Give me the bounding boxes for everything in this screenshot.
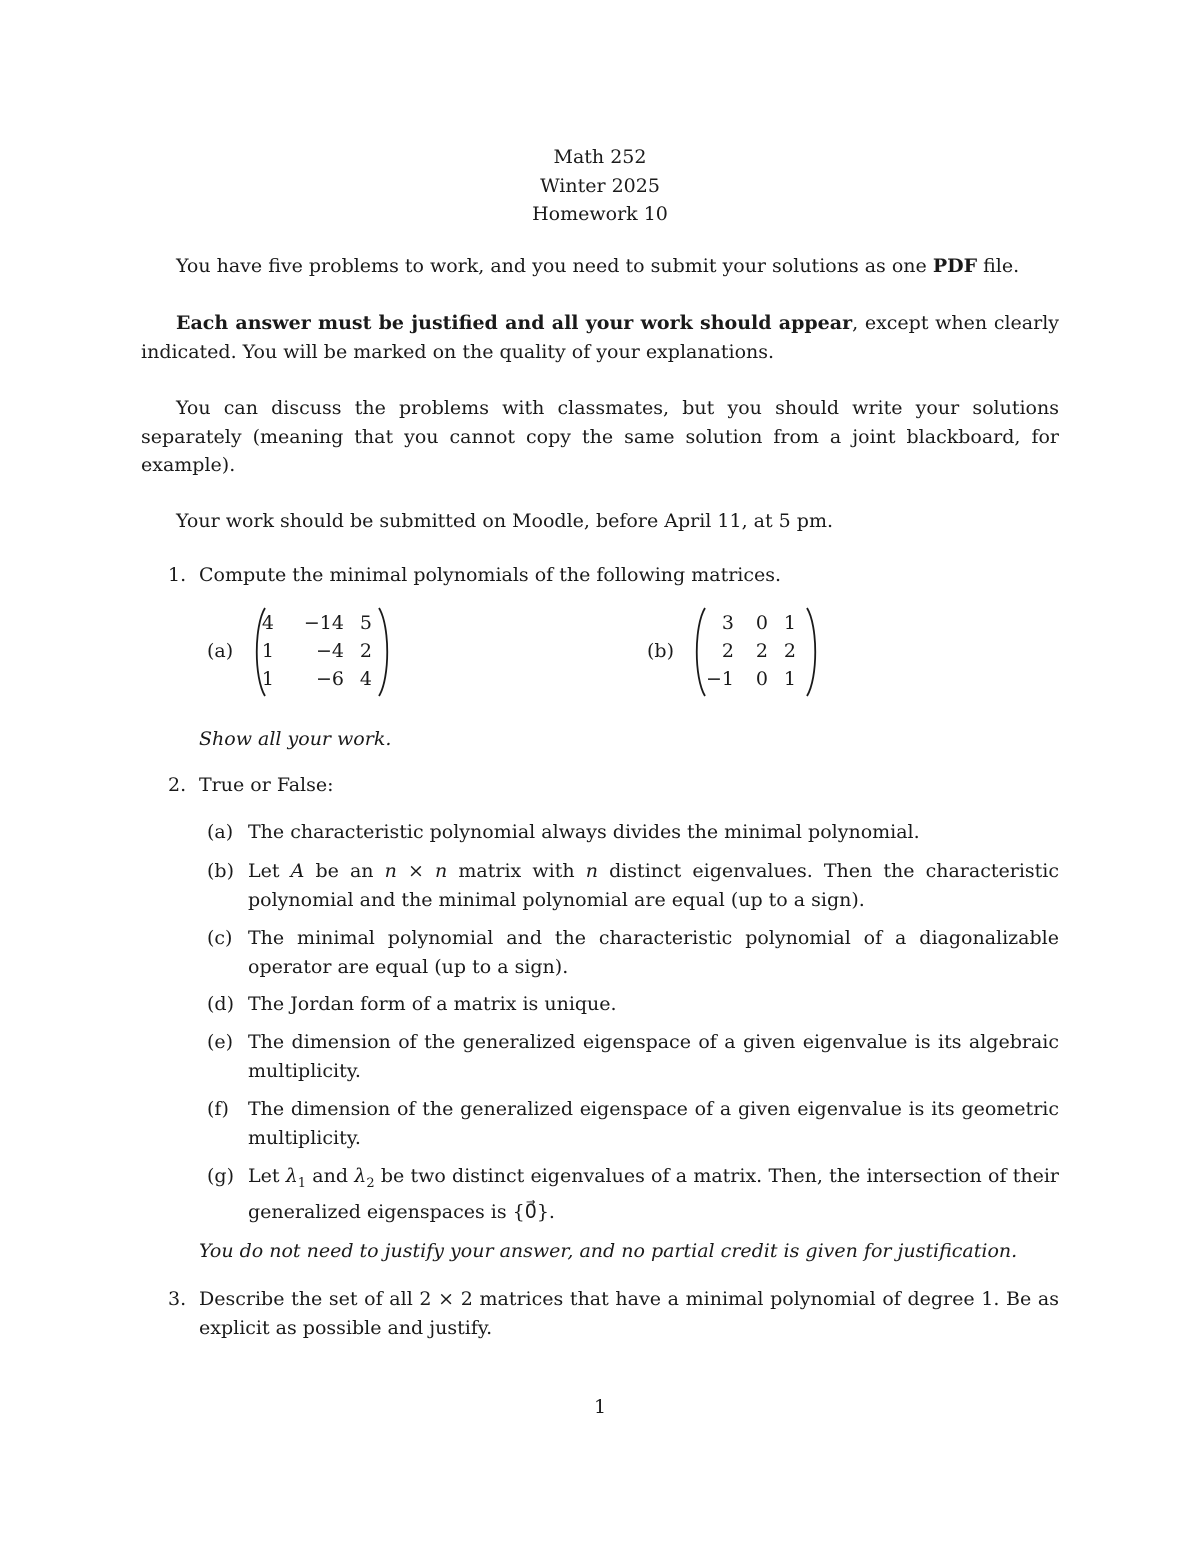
problem-2-item-b: Let A be an n × n matrix with n distinct eigenvalues. Then the characteristic polynomial and the minimal polynomial are equal (up to a sign). bbox=[248, 860, 1059, 911]
problem-3-text: Describe the set of all 2 × 2 matrices that have a minimal polynomial of degree 1. Be as explicit as possible and justify. bbox=[199, 1288, 1059, 1339]
right-paren bbox=[376, 606, 392, 698]
problem-1-text: Compute the minimal polynomials of the following matrices. bbox=[199, 564, 782, 586]
problem-2-item-label: (c) bbox=[207, 927, 233, 949]
matrix-b-cell: 0 bbox=[755, 668, 768, 690]
problem-2-item-e: The dimension of the generalized eigenspace of a given eigenvalue is its algebraic multiplicity. bbox=[248, 1031, 1059, 1082]
matrix-a bbox=[252, 606, 392, 698]
matrix-b-cell: 2 bbox=[755, 640, 768, 662]
term: Winter 2025 bbox=[540, 174, 660, 197]
problem-2-item-f: The dimension of the generalized eigenspace of a given eigenvalue is its geometric multiplicity. bbox=[248, 1098, 1059, 1149]
problem-2-item-g: Let $\lambda_1$ and $\lambda_2$ be two distinct eigenvalues of a matrix. Then, the intersection of their generalized eigenspaces is {0⃗}. bbox=[248, 1165, 1059, 1224]
matrix-a-label: (a) bbox=[207, 640, 234, 662]
problem-2-note: You do not need to justify your answer, and no partial credit is given for justification. bbox=[199, 1240, 1018, 1262]
intro-paragraph-1: You have five problems to work, and you need to submit your solutions as one PDF file. bbox=[176, 255, 1020, 277]
problem-2-item-label: (a) bbox=[207, 821, 234, 843]
matrix-a-cell: 4 bbox=[359, 668, 372, 690]
matrix-b-cell: 3 bbox=[721, 612, 734, 634]
problem-2-item-label: (g) bbox=[207, 1165, 234, 1187]
problem-2-item-a: The characteristic polynomial always divides the minimal polynomial. bbox=[248, 821, 920, 843]
intro-paragraph-3: You can discuss the problems with classmates, but you should write your solutions separately (meaning that you cannot copy the same solution from a joint blackboard, for example). bbox=[141, 397, 1059, 476]
intro-paragraph-4: Your work should be submitted on Moodle, before April 11, at 5 pm. bbox=[176, 510, 833, 532]
intro-paragraph-2: Each answer must be justified and all your work should appear, except when clearly indicated. You will be marked on the quality of your explanations. bbox=[141, 312, 1059, 363]
problem-2-text: True or False: bbox=[199, 774, 334, 796]
matrix-b bbox=[692, 606, 820, 698]
matrix-b-cell: 1 bbox=[783, 612, 796, 634]
problem-3-number: 3. bbox=[168, 1288, 187, 1310]
assignment-title: Homework 10 bbox=[532, 203, 668, 225]
matrix-a-cell: −6 bbox=[315, 668, 344, 690]
matrix-a-cell: −4 bbox=[315, 640, 344, 662]
matrix-a-cell: 2 bbox=[359, 640, 372, 662]
problem-2-item-label: (f) bbox=[207, 1098, 229, 1120]
problem-2-item-d: The Jordan form of a matrix is unique. bbox=[248, 993, 617, 1015]
matrix-a-cell: 1 bbox=[261, 640, 274, 662]
matrix-b-cell: 2 bbox=[721, 640, 734, 662]
right-paren bbox=[804, 606, 820, 698]
matrix-a-cell: 1 bbox=[261, 668, 274, 690]
problem-2-item-label: (e) bbox=[207, 1031, 234, 1053]
course-title: Math 252 bbox=[553, 146, 647, 168]
matrix-a-cell: 5 bbox=[359, 612, 372, 634]
problem-2-number: 2. bbox=[168, 774, 187, 796]
matrix-b-cell: 0 bbox=[755, 612, 768, 634]
problem-1-note: Show all your work. bbox=[199, 728, 392, 750]
problem-2-item-label: (b) bbox=[207, 860, 234, 882]
matrix-a-cell: −14 bbox=[303, 612, 344, 634]
problem-2-item-label: (d) bbox=[207, 993, 234, 1015]
matrix-b-cell: 2 bbox=[783, 640, 796, 662]
matrix-b-label: (b) bbox=[647, 640, 674, 662]
matrix-a-cell: 4 bbox=[261, 612, 274, 634]
matrix-b-cell: 1 bbox=[783, 668, 796, 690]
problem-2-item-c: The minimal polynomial and the characteristic polynomial of a diagonalizable operator are equal (up to a sign). bbox=[248, 927, 1059, 978]
matrix-b-cell: −1 bbox=[705, 668, 734, 690]
document-header bbox=[0, 143, 1200, 229]
page-number: 1 bbox=[593, 1396, 607, 1418]
problem-1-number: 1. bbox=[168, 564, 187, 586]
